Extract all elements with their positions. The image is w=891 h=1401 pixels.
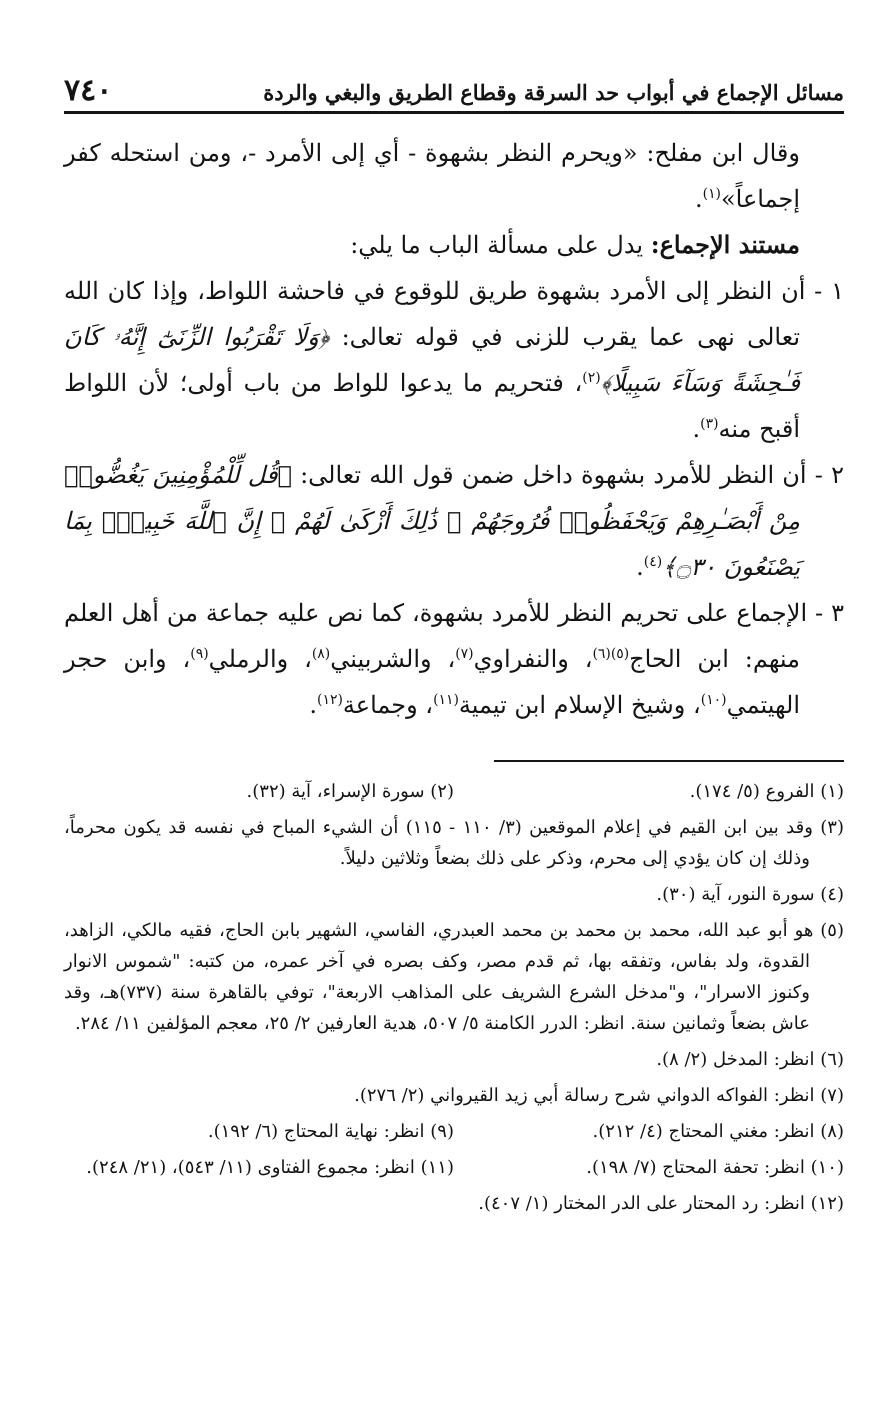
- footnote-ref-11[interactable]: (١١): [433, 692, 459, 708]
- footnote-11: (١١) انظر: مجموع الفتاوى (١١/ ٥٤٣)، (٢١/ ٢٤٨).: [86, 1157, 454, 1178]
- basis-text: يدل على مسألة الباب ما يلي:: [350, 231, 651, 259]
- footnote-6: (٦) انظر: المدخل (٢/ ٨).: [656, 1049, 844, 1070]
- scholar-group: ، وجماعة: [342, 691, 434, 719]
- evidence-item-2-text: ٢ - أن النظر للأمرد بشهوة داخل ضمن قول الله تعالى:: [291, 461, 844, 489]
- evidence-item-2: [64, 452, 844, 590]
- footnote-rule: [494, 760, 844, 762]
- paragraph-quote: وقال ابن مفلح: «ويحرم النظر بشهوة - أي إلى الأمرد -، ومن استحله كفر إجماعاً»$^{(١)}$.: [64, 139, 800, 213]
- footnote-9: (٩) انظر: نهاية المحتاج (٦/ ١٩٢).: [207, 1121, 454, 1142]
- footnote-12: (١٢) انظر: رد المحتار على الدر المختار (١/ ٤٠٧).: [478, 1193, 844, 1214]
- evidence-item-3-end: .: [309, 691, 318, 719]
- header-rule: [64, 111, 844, 114]
- quran-verse-2: ﴿قُل لِّلْمُؤْمِنِينَ يَغُضُّوا۟ مِنْ أَبْصَـٰرِهِمْ وَيَحْفَظُوا۟ فُرُوجَهُمْ ۚ ذَٰلِكَ أَزْكَىٰ لَهُمْ ۗ إِنَّ ٱللَّهَ خَبِيرٌۢ بِمَا يَصْنَعُونَ ۝٣٠﴾: [64, 461, 800, 581]
- evidence-item-1-end: .: [692, 415, 701, 443]
- footnote-2: (٢) سورة الإسراء، آية (٣٢).: [246, 781, 454, 802]
- paragraph-basis: [64, 222, 844, 268]
- footnote-row-10-11: [64, 1152, 844, 1183]
- scholar-shirbini: ، والشربيني: [330, 645, 456, 673]
- evidence-item-2-end: .: [636, 553, 644, 581]
- page-number: ٧٤٠: [64, 73, 113, 108]
- footnote-3: (٣) وقد بين ابن القيم في إعلام الموقعين (٣/ ١١٠ - ١١٥) أن الشيء المباح في نفسه قد يكون محرماً، وذلك إن كان يؤدي إلى محرم، وذكر على ذلك بضعاً وثلاثين دليلاً.: [64, 817, 844, 869]
- scholar-ibn-taymiyya: ، وشيخ الإسلام ابن تيمية: [458, 691, 701, 719]
- running-title: مسائل الإجماع في أبواب حد السرقة وقطاع الطريق والبغي والردة: [263, 79, 844, 105]
- footnote-row-8-9: [64, 1116, 844, 1147]
- footnote-row-1-2: [64, 776, 844, 807]
- footnote-ref-6[interactable]: (٦): [592, 646, 611, 662]
- scholar-haytami: ، وابن حجر الهيتمي: [64, 645, 800, 719]
- footnote-ref-9[interactable]: (٩): [190, 646, 209, 662]
- footnote-4: (٤) سورة النور، آية (٣٠).: [656, 884, 844, 905]
- footnote-ref-3[interactable]: (٣): [700, 416, 719, 432]
- footnote-ref-2[interactable]: (٢): [582, 370, 601, 386]
- footnote-7: (٧) انظر: الفواكه الدواني شرح رسالة أبي زيد القيرواني (٢/ ٢٧٦).: [354, 1085, 844, 1106]
- footnote-8: (٨) انظر: مغني المحتاج (٤/ ٢١٢).: [592, 1121, 844, 1142]
- quran-verse-1: ﴿وَلَا تَقْرَبُوا الزِّنَىٰٓ إِنَّهُۥ كَانَ فَـٰحِشَةً وَسَآءَ سَبِيلًا﴾: [64, 323, 800, 397]
- main-text: [64, 130, 844, 728]
- page-header: [64, 58, 844, 106]
- footnote-ref-8[interactable]: (٨): [311, 646, 331, 662]
- evidence-item-1: [64, 268, 844, 452]
- footnote-ref-1[interactable]: (١): [702, 186, 721, 202]
- footnote-ref-12[interactable]: (١٢): [317, 692, 343, 708]
- footnote-ref-7[interactable]: (٧): [455, 646, 474, 662]
- footnote-10: (١٠) انظر: تحفة المحتاج (٧/ ١٩٨).: [586, 1157, 844, 1178]
- paragraph-quote-text: وقال ابن مفلح: «ويحرم النظر بشهوة - أي إلى الأمرد -، ومن استحله كفر إجماعاً»: [64, 139, 800, 213]
- page: [64, 58, 844, 1224]
- footnote-ref-4[interactable]: (٤): [643, 554, 663, 570]
- evidence-item-1-text: ١ - أن النظر إلى الأمرد بشهوة طريق للوقوع في فاحشة اللواط، وإذا كان الله تعالى نهى عما يقرب للزنى في قوله تعالى:: [64, 277, 844, 351]
- scholar-nafrawi: ، والنفراوي: [473, 645, 593, 673]
- scholar-ramli: ، والرملي: [208, 645, 312, 673]
- evidence-item-3-text: ٣ - الإجماع على تحريم النظر للأمرد بشهوة، كما نص عليه جماعة من أهل العلم منهم: ابن الحاج: [64, 599, 844, 673]
- footnote-ref-5[interactable]: (٥): [610, 646, 630, 662]
- evidence-item-1-cont: ، فتحريم ما يدعوا للواط من باب أولى؛ لأن اللواط أقبح منه: [64, 369, 800, 443]
- footnotes: [64, 776, 844, 1219]
- footnote-1: (١) الفروع (٥/ ١٧٤).: [689, 781, 844, 802]
- footnote-5: (٥) هو أبو عبد الله، محمد بن محمد بن محمد العبدري، الفاسي، الشهير بابن الحاج، فقيه مالكي، الزاهد، القدوة، ولد بفاس، وتفقه بها، ثم قدم مصر، وكف بصره في آخر عمره، من كتبه: "شموس الانوار وكنوز الاسرار"، و"مدخل الشرع الشريف على المذاهب الاربعة"، توفي بالقاهرة سنة (٧٣٧)هـ، وقد عاش بضعاً وثمانين سنة. انظر: الدرر الكامنة ٥/ ٥٠٧، هدية العارفين ٢/ ٢٥، معجم المؤلفين ١١/ ٢٨٤.: [64, 920, 844, 1034]
- basis-label: مستند الإجماع:: [650, 230, 800, 259]
- footnote-ref-10[interactable]: (١٠): [700, 692, 727, 708]
- evidence-item-3: [64, 590, 844, 728]
